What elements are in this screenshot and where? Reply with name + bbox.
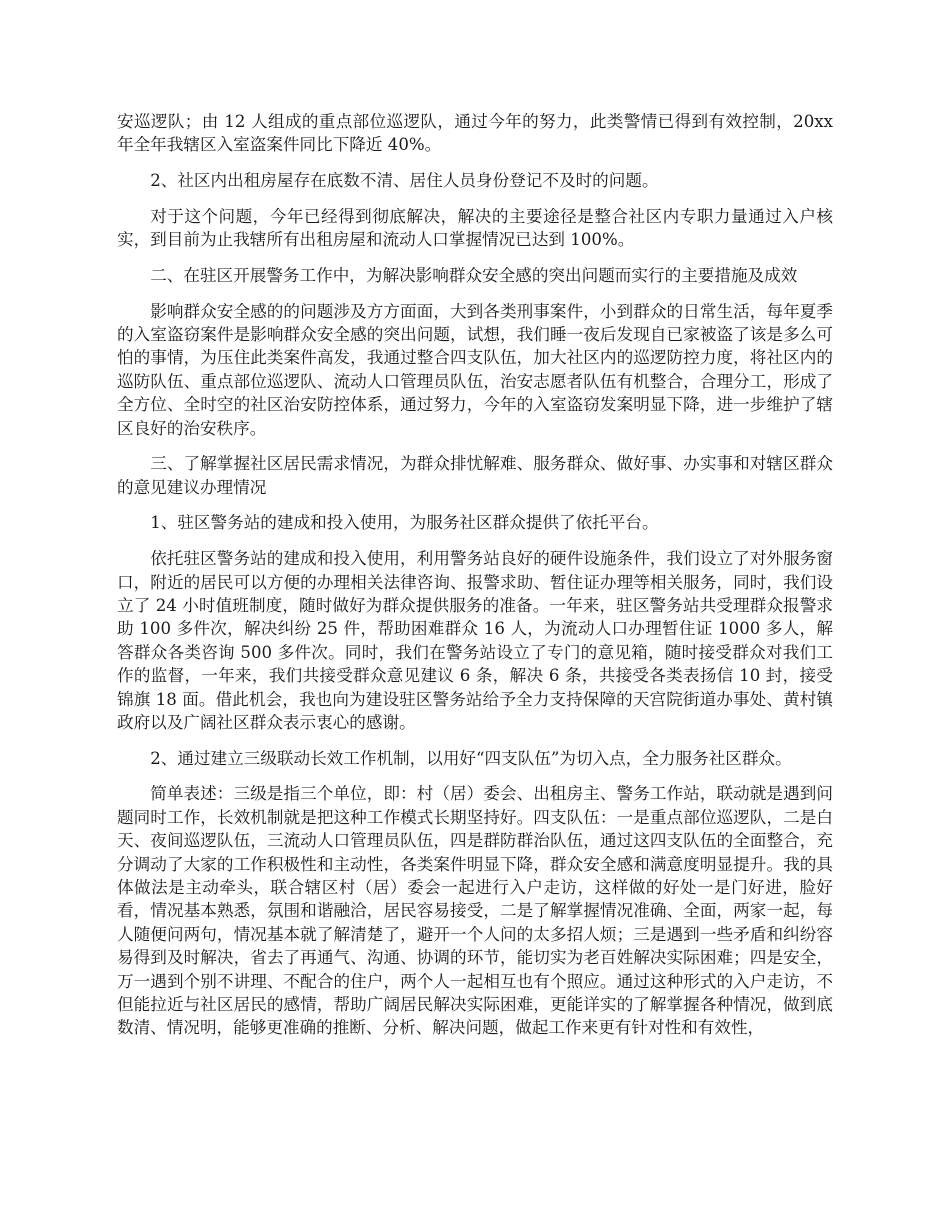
paragraph-8: 依托驻区警务站的建成和投入使用，利用警务站良好的硬件设施条件，我们设立了对外服务窗口，附近的居民可以方便的办理相关法律咨询、报警求助、暂住证办理等相关服务，同时，我们设立了 24 小时值班制度，随时做好为群众提供服务的准备。一年来，驻区警务站共受理群众报警求助 100 多件次，解决纠纷 25 件，帮助困难群众 16 人，为流动人口办理暂住证 1000 多人，解答群众各类咨询 500 多件次。同时，我们在警务站设立了专门的意见箱，随时接受群众对我们工作的监督，一年来，我们共接受群众意见建议 6 条，解决 6 条，共接受各类表扬信 10 封，接受锦旗 18 面。借此机会，我也向为建设驻区警务站给予全力支持保障的天宫院街道办事处、黄村镇政府以及广阔社区群众表示衷心的感谢。	[117, 549, 833, 733]
paragraph-10: 简单表述：三级是指三个单位，即：村（居）委会、出租房主、警务工作站，联动就是遇到问题同时工作，长效机制就是把这种工作模式长期坚持好。四支队伍：一是重点部位巡逻队，二是白天、夜间巡逻队伍，三流动人口管理员队伍，四是群防群治队伍，通过这四支队伍的全面整合，充分调动了大家的工作积极性和主动性，各类案件明显下降，群众安全感和满意度明显提升。我的具体做法是主动牵头，联合辖区村（居）委会一起进行入户走访，这样做的好处一是门好进，脸好看，情况基本熟悉，氛围和谐融洽，居民容易接受，二是了解掌握情况准确、全面，两家一起，每人随便问两句，情况基本就了解清楚了，避开一个人问的太多招人烦；三是遇到一些矛盾和纠纷容易得到及时解决，省去了再通气、沟通、协调的环节，能切实为老百姓解决实际困难；四是安全，万一遇到个别不讲理、不配合的住户，两个人一起相互也有个照应。通过这种形式的入户走访，不但能拉近与社区居民的感情，帮助广阔居民解决实际困难，更能详实的了解掌握各种情况，做到底数清、情况明，能够更准确的推断、分析、解决问题，做起工作来更有针对性和有效性，	[117, 784, 833, 1038]
paragraph-2: 2、社区内出租房屋存在底数不清、居住人员身份登记不及时的问题。	[150, 171, 659, 191]
paragraph-9: 2、通过建立三级联动长效工作机制，以用好“四支队伍”为切入点，全力服务社区群众。	[150, 748, 792, 768]
paragraph-3: 对于这个问题，今年已经得到彻底解决，解决的主要途径是整合社区内专职力量通过入户核实，到目前为止我辖所有出租房屋和流动人口掌握情况已达到 100%。	[117, 206, 833, 250]
document-body	[117, 110, 833, 1052]
paragraph-7: 1、驻区警务站的建成和投入使用，为服务社区群众提供了依托平台。	[150, 513, 659, 533]
paragraph-1: 安巡逻队；由 12 人组成的重点部位巡逻队，通过今年的努力，此类警情已得到有效控制，20xx 年全年我辖区入室盗案件同比下降近 40%。	[117, 112, 833, 155]
section-heading-3: 三、了解掌握社区居民需求情况，为群众排忧解难、服务群众、做好事、办实事和对辖区群众的意见建议办理情况	[117, 454, 833, 497]
paragraph-5: 影响群众安全感的的问题涉及方方面面，大到各类刑事案件，小到群众的日常生活，每年夏季的入室盗窃案件是影响群众安全感的突出问题，试想，我们睡一夜后发现自已家被盗了该是多么可怕的事情，为压住此类案件高发，我通过整合四支队伍，加大社区内的巡逻防控力度，将社区内的巡防队伍、重点部位巡逻队、流动人口管理员队伍，治安志愿者队伍有机整合，合理分工，形成了全方位、全时空的社区治安防控体系，通过努力，今年的入室盗窃发案明显下降，进一步维护了辖区良好的治安秩序。	[117, 301, 833, 438]
section-heading-2: 二、在驻区开展警务工作中，为解决影响群众安全感的突出问题而实行的主要措施及成效	[150, 265, 798, 285]
